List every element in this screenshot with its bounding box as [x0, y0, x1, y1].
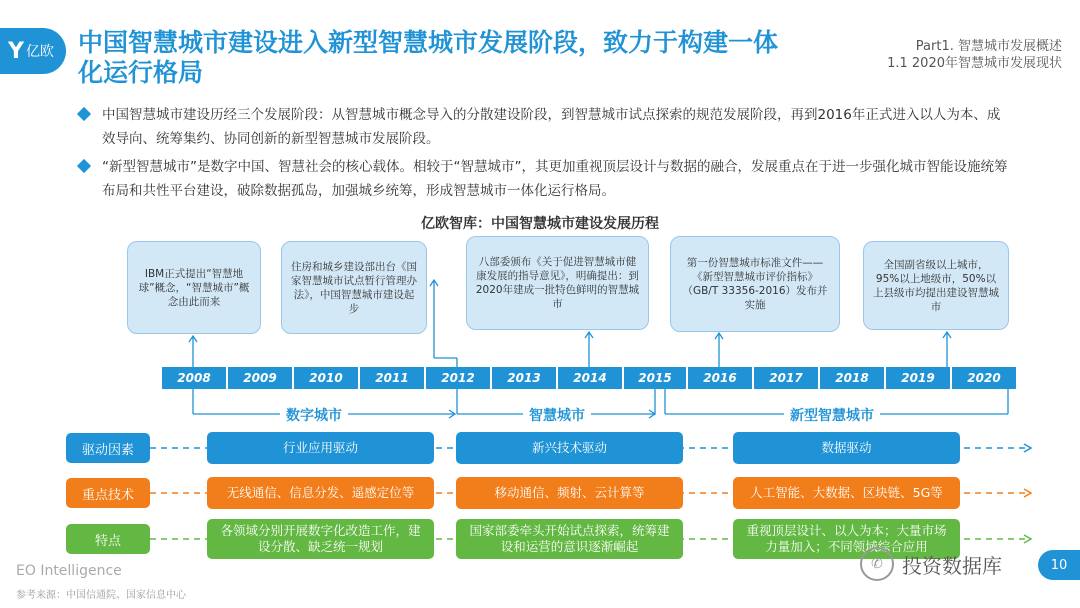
event-2019: 全国副省级以上城市，95%以上地级市，50%以上县级市均提出建设智慧城市: [863, 241, 1009, 330]
footer-brand: EO Intelligence: [16, 563, 122, 579]
page-title: 中国智慧城市建设进入新型智慧城市发展阶段，致力于构建一体化运行格局: [78, 28, 779, 87]
year-label: 2018: [820, 367, 886, 389]
year-label: 2015: [624, 367, 688, 389]
logo-text: 亿欧: [25, 44, 54, 60]
feature-item: 国家部委牵头开始试点探索，统筹建设和运营的意识逐渐崛起: [456, 519, 683, 559]
year-label: 2010: [294, 367, 360, 389]
logo-mark: Y: [8, 38, 24, 64]
row-label-key-tech: 重点技术: [66, 478, 150, 508]
watermark-text: 投资数据库: [902, 553, 1002, 578]
feature-item: 各领域分别开展数字化改造工作，建设分散、缺乏统一规划: [207, 519, 434, 559]
year-label: 2014: [558, 367, 624, 389]
wechat-icon: ✆: [860, 547, 894, 581]
footer-source: 参考来源：中国信通院、国家信息中心: [16, 590, 186, 601]
phase-digital-city: 数字城市: [280, 405, 348, 425]
bullet-text: “新型智慧城市”是数字中国、智慧社会的核心载体。相较于“智慧城市”，其更加重视顶层设计与数据的融合，发展重点在于进一步强化城市智能设施统筹布局和共性平台建设，破除数据孤岛，加强城乡统筹，形成智慧城市一体化运行格局。: [102, 159, 1008, 199]
diagram-subtitle: 亿欧智库：中国智慧城市建设发展历程: [421, 216, 659, 232]
year-label: 2019: [886, 367, 952, 389]
phase-smart-city: 智慧城市: [523, 405, 591, 425]
phase-new-smart-city: 新型智慧城市: [784, 405, 880, 425]
key-tech-item: 无线通信、信息分发、遥感定位等: [207, 477, 434, 509]
row-label-driver: 驱动因素: [66, 433, 150, 463]
event-2008: IBM正式提出“智慧地球”概念，“智慧城市”概念由此而来: [127, 241, 261, 334]
year-label: 2008: [162, 367, 228, 389]
page-number: 10: [1038, 550, 1080, 580]
year-label: 2012: [426, 367, 492, 389]
year-label: 2016: [688, 367, 754, 389]
driver-item: 数据驱动: [733, 432, 960, 464]
bullet-text: 中国智慧城市建设历经三个发展阶段：从智慧城市概念导入的分散建设阶段，到智慧城市试点探索的规范发展阶段，再到2016年正式进入以人为本、成效导向、统筹集约、协同创新的新型智慧城市发展阶段。: [102, 107, 1001, 147]
event-2016: 第一份智慧城市标准文件——《新型智慧城市评价指标》（GB/T 33356-2016）发布并实施: [670, 236, 840, 332]
year-label: 2013: [492, 367, 558, 389]
watermark: [860, 547, 1002, 581]
event-2012: 住房和城乡建设部出台《国家智慧城市试点暂行管理办法》，中国智慧城市建设起步: [281, 241, 427, 334]
driver-item: 新兴技术驱动: [456, 432, 683, 464]
feature-item: 重视顶层设计、以人为本；大量市场力量加入；不同领域综合应用: [733, 519, 960, 559]
year-label: 2020: [952, 367, 1016, 389]
row-label-features: 特点: [66, 524, 150, 554]
key-tech-item: 移动通信、频射、云计算等: [456, 477, 683, 509]
driver-item: 行业应用驱动: [207, 432, 434, 464]
breadcrumb-part: Part1. 智慧城市发展概述: [915, 39, 1062, 54]
event-2014: 八部委颁布《关于促进智慧城市健康发展的指导意见》，明确提出：到2020年建成一批特色鲜明的智慧城市: [466, 236, 649, 330]
year-label: 2017: [754, 367, 820, 389]
key-tech-item: 人工智能、大数据、区块链、5G等: [733, 477, 960, 509]
year-label: 2011: [360, 367, 426, 389]
breadcrumb-section: 1.1 2020年智慧城市发展现状: [887, 56, 1062, 71]
year-label: 2009: [228, 367, 294, 389]
